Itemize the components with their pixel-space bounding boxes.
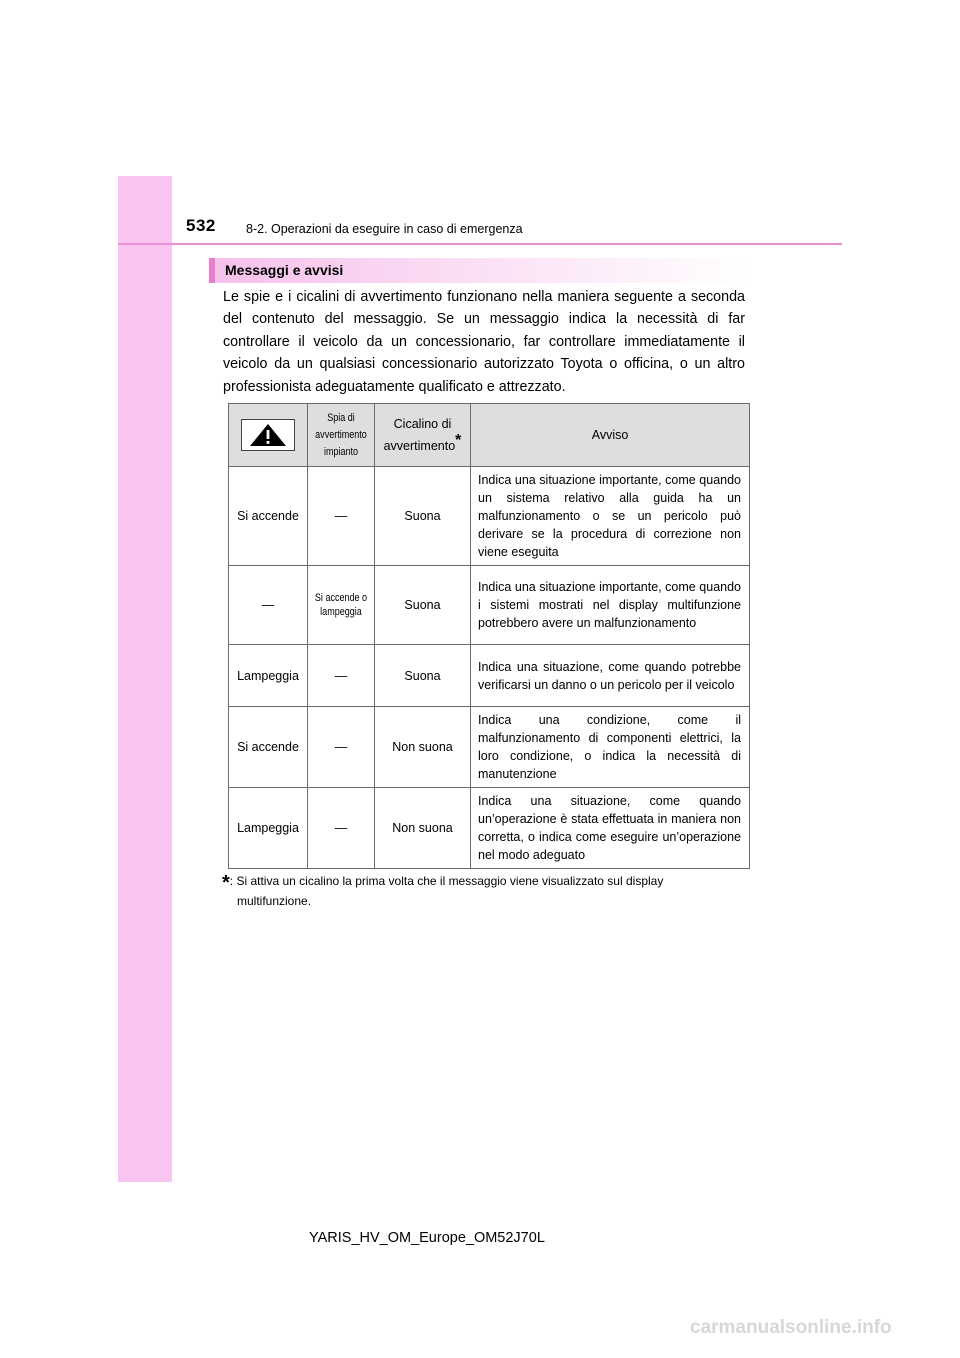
section-title: Messaggi e avvisi [225,262,344,278]
header-system-label: Spia di avvertimento impianto [315,411,367,458]
table-row [229,645,750,707]
intro-paragraph: Le spie e i cicalini di avvertimento funzionano nella maniera seguente a seconda del contenuto del messaggio. Se un messaggio indica la necessità di far controllare il veicolo da un concessionario, far controllare immediatamente il veicolo da un qualsiasi concessionario autorizzato Toyota o officina, o un altro professionista adeguatamente qualificato e attrezzato. [223,289,745,395]
cell-system: — [308,467,375,566]
header-master-warning [229,404,308,467]
section-accent [209,258,215,283]
table-header-row [229,404,750,467]
cell-lamp: — [229,566,308,645]
page-number: 532 [186,216,216,235]
footnote-text-line1: : Si attiva un cicalino la prima volta che il messaggio viene visualizzato sul display [229,874,664,888]
header-buzzer-label: Cicalino di avvertimento [383,417,456,453]
cell-buzzer: Suona [375,467,471,566]
table-row [229,566,750,645]
table-footnote [222,872,745,910]
cell-lamp: Lampeggia [229,788,308,869]
table-row [229,788,750,869]
cell-message: Indica una situazione importante, come quando i sistemi mostrati nel display multifunzione potrebbero avere un malfunzionamento [471,566,750,645]
cell-message: Indica una situazione, come quando potrebbe verificarsi un danno o un pericolo per il veicolo [471,645,750,707]
chapter-sidebar [118,176,172,1182]
cell-message: Indica una condizione, come il malfunzionamento di componenti elettrici, la loro condizione, o indica la necessità di manutenzione [471,707,750,788]
warning-message-table [228,403,750,869]
header-system-warning [308,404,375,467]
cell-lamp: Si accende [229,707,308,788]
cell-buzzer: Non suona [375,707,471,788]
cell-message: Indica una situazione, come quando un’operazione è stata effettuata in maniera non corretta, o indica come eseguire un’operazione nel modo adeguato [471,788,750,869]
header-rule [118,243,842,245]
warning-triangle-icon [241,419,295,451]
document-code: YARIS_HV_OM_Europe_OM52J70L [309,1230,545,1246]
cell-buzzer: Non suona [375,788,471,869]
cell-buzzer: Suona [375,566,471,645]
cell-system: — [308,645,375,707]
cell-lamp: Si accende [229,467,308,566]
section-heading-bar [209,258,749,283]
footnote-text-line2: multifunzione. [237,894,312,908]
header-message: Avviso [471,404,750,467]
header-buzzer [375,404,471,467]
cell-lamp: Lampeggia [229,645,308,707]
cell-buzzer: Suona [375,645,471,707]
footnote-mark: * [455,431,462,449]
table-row [229,707,750,788]
footnote-star: * [222,872,230,894]
site-watermark: carmanualsonline.info [690,1317,892,1338]
cell-message: Indica una situazione importante, come quando un sistema relativo alla guida ha un malfunzionamento o se un pericolo può derivare se la procedura di correzione non viene eseguita [471,467,750,566]
cell-system-label: Si accende o lampeggia [314,592,368,618]
cell-system [308,566,375,645]
chapter-title: 8-2. Operazioni da eseguire in caso di emergenza [246,222,523,236]
cell-system: — [308,788,375,869]
table-row [229,467,750,566]
cell-system: — [308,707,375,788]
